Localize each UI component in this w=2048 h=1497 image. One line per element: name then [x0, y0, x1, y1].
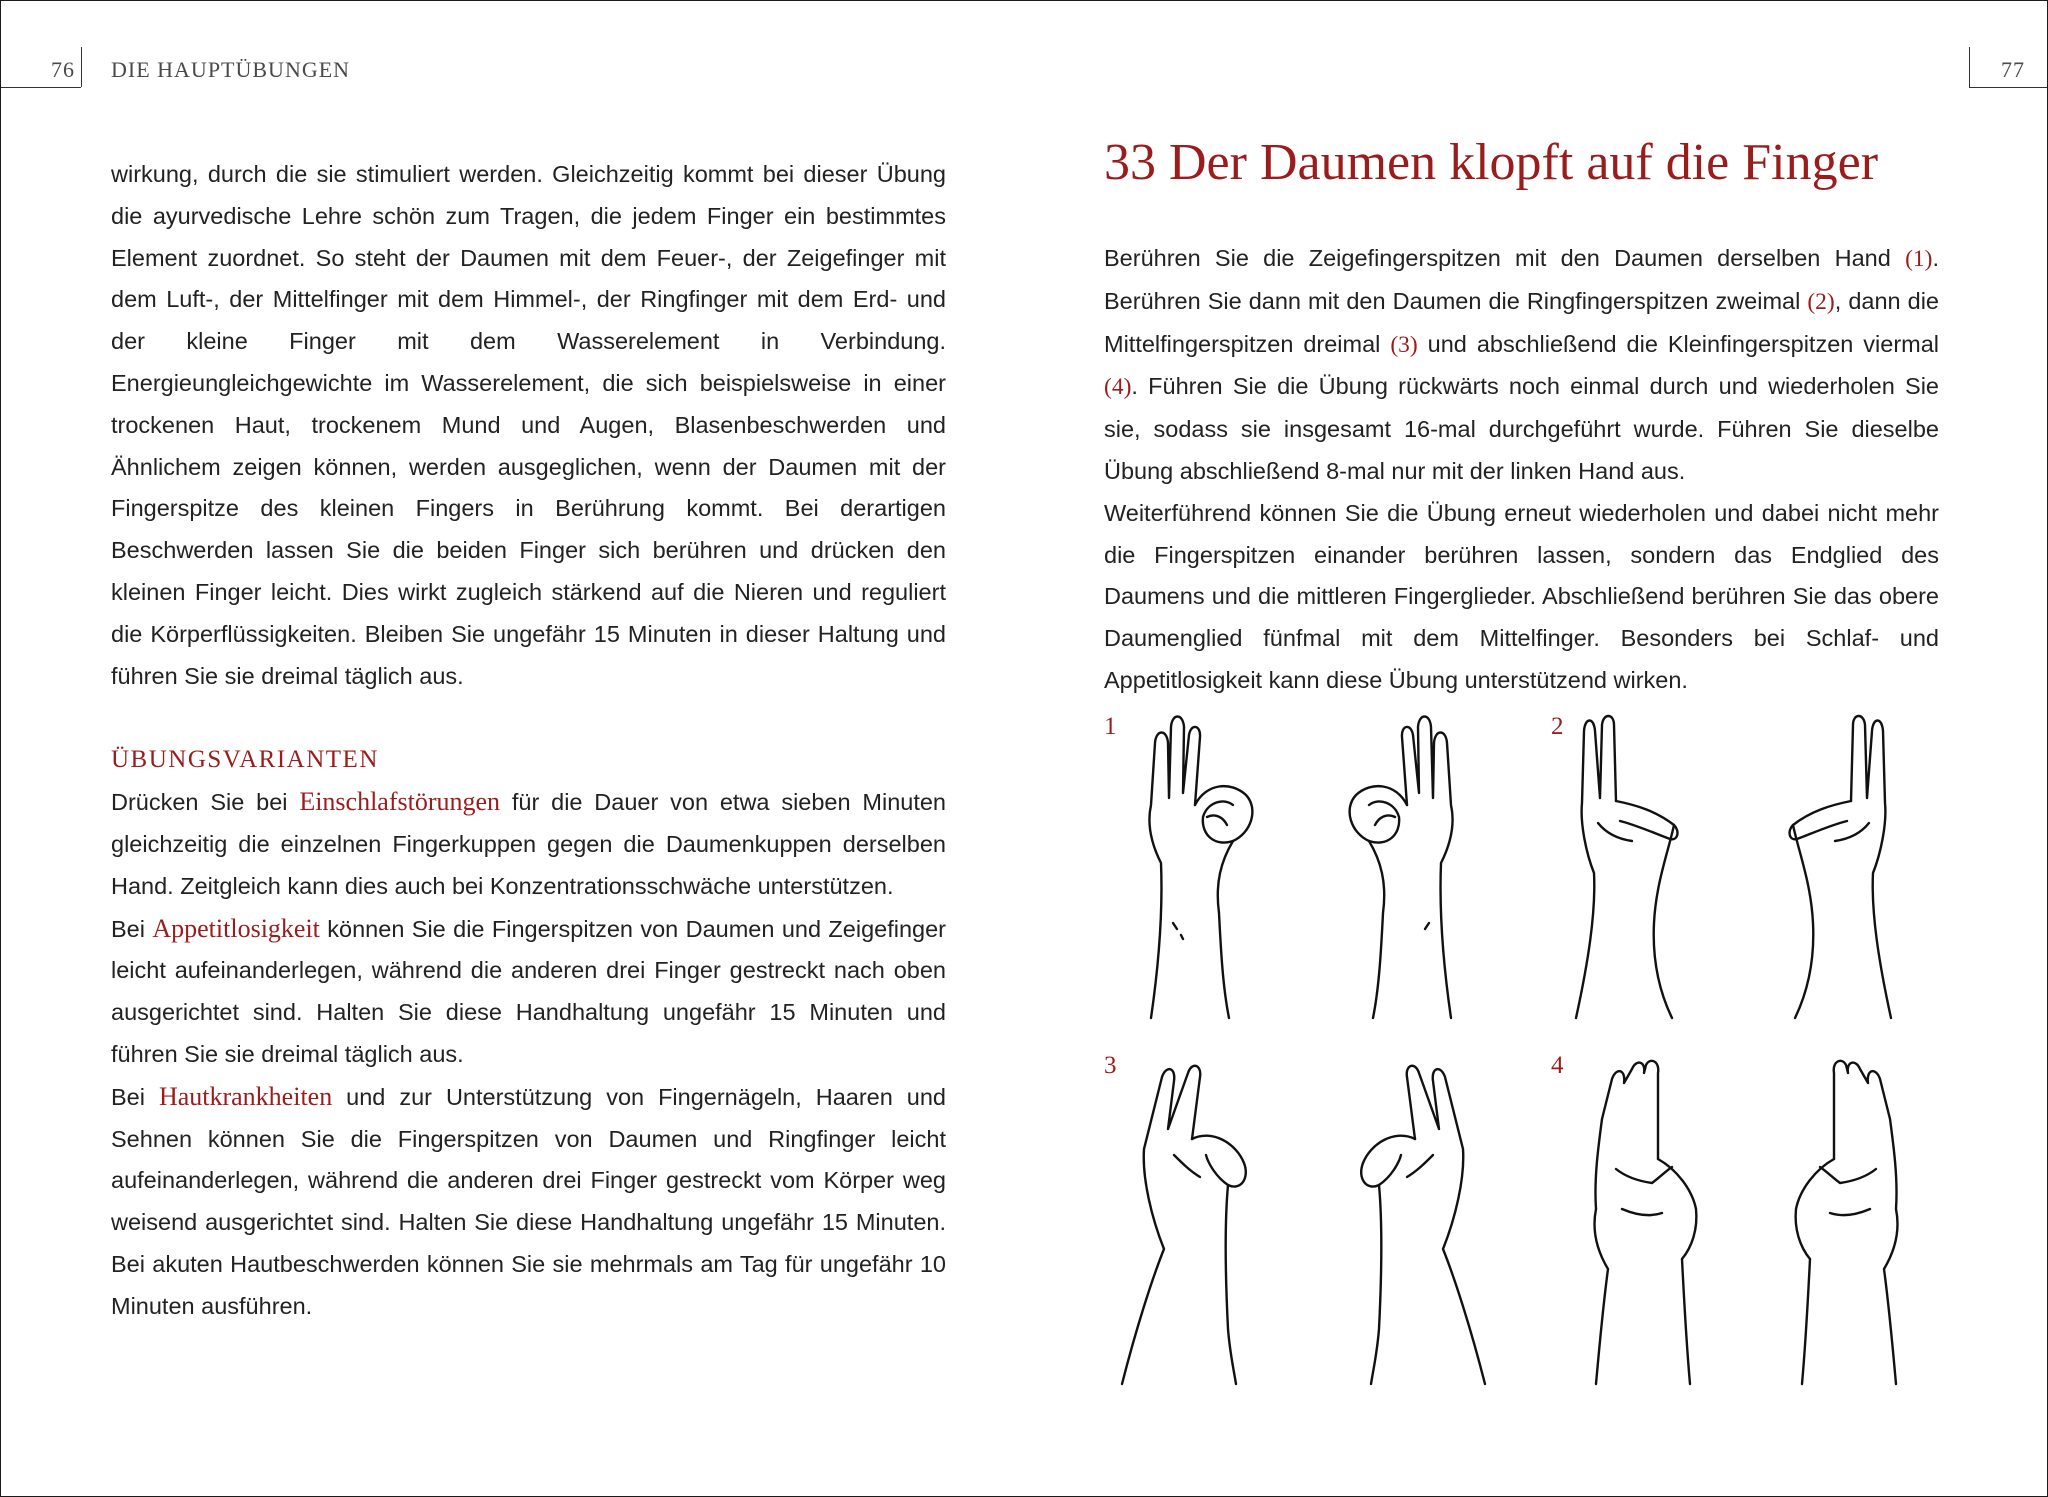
variant-text: und zur Unterstützung von Fingernägeln, Haaren und Sehnen können Sie die Fingerspitzen von Daumen und Ringfinger leicht aufeinanderlegen, während die anderen drei Finger gestreckt vom Körper weg weisend ausgerichtet sind. Halten Sie diese Handhaltung ungefähr 15 Minuten. Bei akuten Hautbeschwerden können Sie sie mehrmals am Tag für ungefähr 10 Minuten ausführen.: [111, 1083, 946, 1319]
figure-reference: (1): [1905, 246, 1933, 272]
hand-illustration-3-right: [1331, 1059, 1491, 1384]
figure-label-4: 4: [1551, 1052, 1564, 1079]
left-page-number: 76: [51, 57, 75, 82]
figure-label-2: 2: [1551, 713, 1564, 740]
paragraph-gap: [111, 697, 946, 739]
figure-reference: (2): [1807, 288, 1835, 315]
hand-illustration-2-right: [1761, 713, 1911, 1018]
instruction-text: und abschließend die Kleinfingerspitzen viermal: [1417, 330, 1940, 357]
right-page-number: 77: [2001, 57, 2025, 82]
hand-illustration-2-left: [1556, 713, 1706, 1018]
instruction-text: , dann die Mittelfingerspitzen dreimal: [1104, 287, 1939, 357]
hand-illustration-4-left: [1586, 1059, 1716, 1384]
left-header-rule: [1, 87, 81, 88]
left-header-divider: [81, 47, 82, 87]
hand-illustration-3-left: [1116, 1059, 1276, 1384]
figure-reference: (4): [1104, 374, 1132, 401]
variant-text: Drücken Sie bei: [111, 789, 300, 816]
variants-heading: ÜBUNGSVARIANTEN: [111, 746, 379, 774]
variant-text: können Sie die Fingerspitzen von Daumen und Zeigefinger leicht aufeinanderlegen, während die anderen drei Finger gestreckt nach oben ausgerichtet sind. Halten Sie diese Handhaltung ungefähr 15 Minuten und führen Sie sie dreimal täglich aus.: [111, 915, 946, 1067]
instructions-paragraph: [1104, 238, 1939, 493]
figure-reference: (3): [1390, 331, 1418, 358]
instruction-text: . Führen Sie die Übung rückwärts noch einmal durch und wiederholen Sie sie, sodass sie insgesamt 16-mal durchgeführt wurde. Führen Sie dieselbe Übung abschließend 8-mal nur mit der linken Hand aus.: [1104, 373, 1939, 484]
left-column: [111, 154, 946, 1328]
hand-illustration-4-right: [1776, 1059, 1906, 1384]
variant-keyword: Hautkrankheiten: [158, 1081, 333, 1111]
right-column: [1104, 238, 1939, 702]
variant-text: Bei: [111, 1083, 159, 1110]
instruction-text: . Berühren Sie dann mit den Daumen die Ringfingerspitzen zweimal: [1104, 245, 1939, 314]
variant-keyword: Einschlafstörungen: [299, 787, 501, 817]
variant-text: Bei: [111, 915, 153, 942]
running-head: DIE HAUPTÜBUNGEN: [111, 57, 351, 82]
variant-paragraph: [111, 781, 946, 907]
instruction-text: Berühren Sie die Zeigefingerspitzen mit den Daumen derselben Hand: [1104, 245, 1906, 271]
variant-paragraph: [111, 908, 946, 1076]
variant-paragraph: [111, 1076, 946, 1328]
hand-illustration-1-right: [1331, 713, 1491, 1018]
continuation-paragraph: Weiterführend können Sie die Übung erneut wiederholen und dabei nicht mehr die Fingerspitzen einander berühren lassen, sondern das Endglied des Daumens und die mittleren Fingerglieder. Abschließend berühren Sie das obere Daumenglied fünfmal mit dem Mittelfinger. Besonders bei Schlaf- und Appetitlosigkeit kann diese Übung unterstützend wirken.: [1104, 499, 1939, 693]
intro-paragraph: wirkung, durch die sie stimuliert werden. Gleichzeitig kommt bei dieser Übung die ayurvedische Lehre schön zum Tragen, die jedem Finger ein bestimmtes Element zuordnet. So steht der Daumen mit dem Feuer-, der Zeigefinger mit dem Luft-, der Mittelfinger mit dem Himmel-, der Ringfinger mit dem Erd- und der kleine Finger mit dem Wasserelement in Verbindung. Energieungleichgewichte im Wasserelement, die sich beispielsweise in einer trockenen Haut, trockenem Mund und Augen, Blasenbeschwerden und Ähnlichem zeigen können, werden ausgeglichen, wenn der Daumen mit der Fingerspitze des kleinen Fingers in Berührung kommt. Bei derartigen Beschwerden lassen Sie die beiden Finger sich berühren und drücken den kleinen Finger leicht. Dies wirkt zugleich stärkend auf die Nieren und reguliert die Körperflüssigkeiten. Bleiben Sie ungefähr 15 Minuten in dieser Haltung und führen Sie sie dreimal täglich aus.: [111, 161, 946, 689]
exercise-title: 33 Der Daumen klopft auf die Finger: [1104, 134, 1879, 191]
hand-illustration-1-left: [1111, 713, 1271, 1018]
figure-label-1: 1: [1104, 713, 1117, 740]
variant-keyword: Appetitlosigkeit: [152, 913, 320, 943]
variant-text: für die Dauer von etwa sieben Minuten gleichzeitig die einzelnen Fingerkuppen gegen die Daumenkuppen derselben Hand. Zeitgleich kann dies auch bei Konzentrationsschwäche unterstützen.: [111, 789, 946, 899]
figure-label-3: 3: [1104, 1052, 1117, 1079]
right-header-rule: [1969, 87, 2047, 88]
